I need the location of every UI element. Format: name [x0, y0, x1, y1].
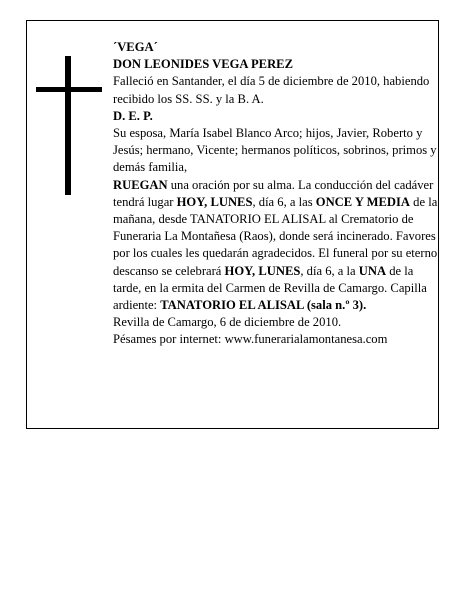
date-emphasis-1: HOY, LUNES: [176, 194, 253, 209]
blank-page-area: [0, 438, 464, 600]
service-text-2: , día 6, a las: [252, 194, 316, 209]
rest-in-peace: D. E. P.: [113, 108, 153, 123]
condolences-web: Pésames por internet: www.funerarialamontanesa.com: [113, 332, 388, 347]
family-list: Su esposa, María Isabel Blanco Arco; hijos, Javier, Roberto y Jesús; hermano, Vicente; hermanos políticos, sobrinos, primos y demás familia,: [113, 126, 437, 175]
date-emphasis-2: HOY, LUNES: [224, 263, 301, 278]
cross-horizontal-bar: [36, 87, 102, 92]
chapel-location: TANATORIO EL ALISAL (sala n.º 3).: [160, 298, 367, 313]
death-statement: Falleció en Santander, el día 5 de diciembre de 2010, habiendo recibido los SS. SS. y la B. A.: [113, 74, 430, 106]
place-and-date: Revilla de Camargo, 6 de diciembre de 2010.: [113, 315, 342, 330]
service-details: [113, 177, 441, 315]
time-emphasis-2: UNA: [358, 263, 387, 278]
time-emphasis-1: ONCE Y MEDIA: [315, 194, 411, 209]
service-text-1: una oración por su alma. La conducción del cadáver tendrá lugar: [113, 177, 434, 209]
deceased-alias: ´VEGA´: [113, 40, 158, 54]
notice-text: [113, 39, 441, 349]
cross-vertical-bar: [65, 56, 71, 195]
service-text-3: de la mañana, desde TANATORIO EL ALISAL al Crematorio de Funeraria La Montañesa (Raos), donde será incinerado. Favores por los cuales les quedarán agradecidos. El funeral por su eterno descanso se celebrará: [113, 194, 438, 278]
ruegan-label: RUEGAN: [113, 177, 168, 192]
deceased-name: DON LEONIDES VEGA PEREZ: [113, 57, 293, 72]
service-text-5: de la tarde, en la ermita del Carmen de Revilla de Camargo. Capilla ardiente:: [113, 263, 427, 313]
service-text-4: , día 6, a la: [300, 263, 359, 278]
